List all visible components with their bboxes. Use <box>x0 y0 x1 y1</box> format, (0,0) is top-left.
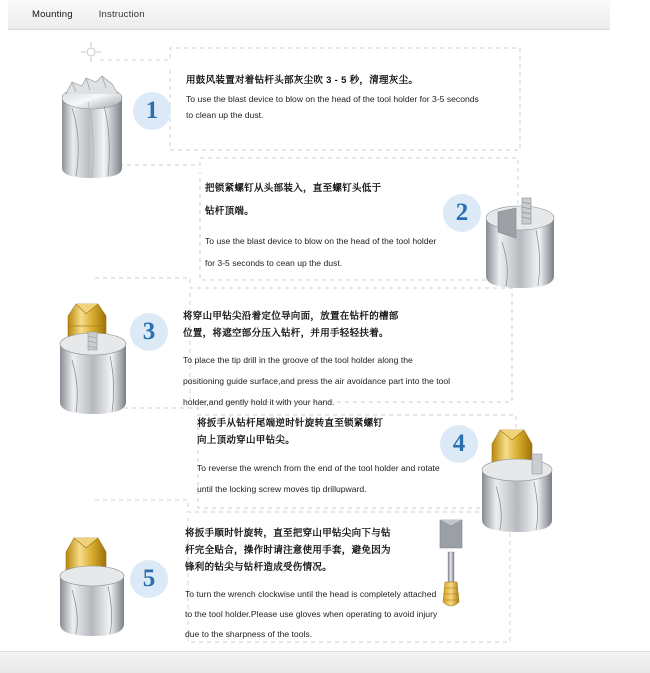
step-5-text <box>185 525 440 644</box>
tab-instruction[interactable]: Instruction <box>98 9 145 20</box>
step-1-en: To use the blast device to blow on the head of the tool holder for 3-5 seconds to clean up the dust. <box>186 94 479 120</box>
step-2-cn-line-2: 钻杆顶端。 <box>205 206 255 217</box>
step-5-cn-line-1: 将扳手顺时针旋转，直至把穿山甲钻尖向下与钻 <box>185 528 391 539</box>
art-holder-tip-assembled <box>470 420 600 540</box>
step-number-5: 5 <box>130 560 168 598</box>
step-5-cn-line-3: 锋利的钻尖与钻杆造成受伤情况。 <box>185 562 333 573</box>
toolbar-tabs <box>8 0 610 30</box>
step-4-en: To reverse the wrench from the end of the tool holder and rotate until the locking screw moves tip drillupward. <box>197 463 440 494</box>
step-4-cn-line-1: 将扳手从钻杆尾端逆时针旋转直至锁紧螺钉 <box>197 418 384 429</box>
instruction-diagram <box>0 30 650 651</box>
step-3-text <box>183 308 453 413</box>
step-number-2: 2 <box>443 194 481 232</box>
step-3-en: To place the tip drill in the groove of the tool holder along the positioning guide surface,and press the air avoidance part into the tool holder,and gently hold it with your hand. <box>183 355 451 407</box>
step-1-cn: 用鼓风装置对着钻杆头部灰尘吹 3 - 5 秒，清理灰尘。 <box>186 75 419 86</box>
step-number-1: 1 <box>133 92 171 130</box>
step-4-cn-line-2: 向上顶动穿山甲钻尖。 <box>197 435 296 446</box>
step-4-text <box>197 415 447 500</box>
step-1-text <box>186 72 486 123</box>
sparkle-icon <box>81 42 101 62</box>
step-2-cn-line-1: 把锁紧螺钉从头部装入，直至螺钉头低于 <box>205 183 382 194</box>
step-3-cn-line-1: 将穿山甲钻尖沿着定位导向面，放置在钻杆的槽部 <box>183 311 399 322</box>
footer-bar <box>0 651 650 673</box>
step-2-text <box>205 180 445 274</box>
step-5-en: To turn the wrench clockwise until the head is completely attached to the tool holder.Please use gloves when operating to avoid injury due to the sharpness of the tools. <box>185 589 438 639</box>
step-number-4: 4 <box>440 425 478 463</box>
step-5-cn-line-2: 杆完全贴合，操作时请注意使用手套，避免因为 <box>185 545 391 556</box>
art-holder-with-screw <box>468 188 588 298</box>
step-3-cn-line-2: 位置，将遮空部分压入钻杆，并用手轻轻扶着。 <box>183 328 389 339</box>
step-2-en: To use the blast device to blow on the head of the tool holder for 3-5 seconds to cean up the dust. <box>205 236 437 268</box>
tab-mounting[interactable]: Mounting <box>32 9 73 20</box>
step-number-3: 3 <box>130 313 168 351</box>
